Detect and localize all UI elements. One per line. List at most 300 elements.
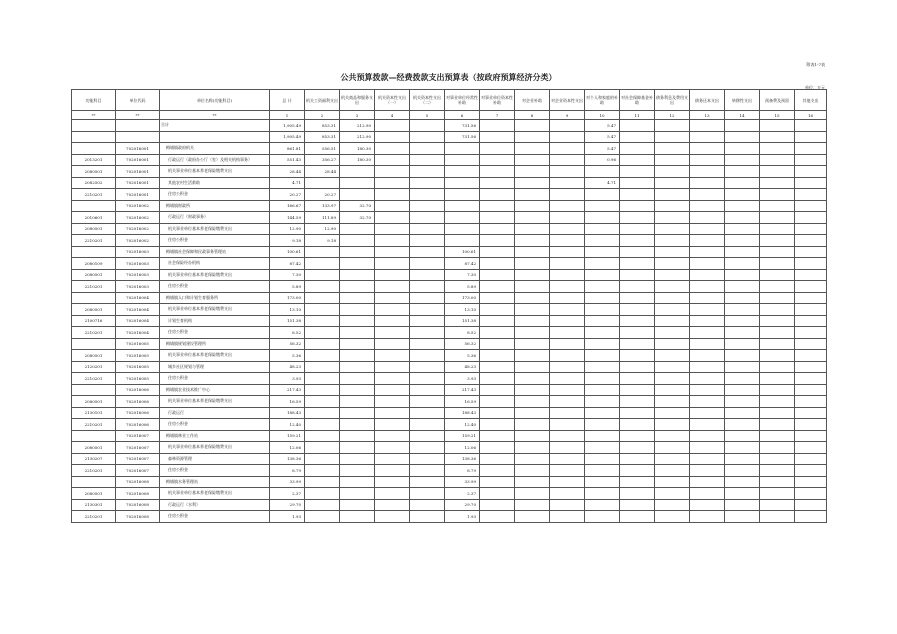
amount-cell <box>445 166 480 178</box>
amount-cell: 12.90 <box>270 223 305 235</box>
amount-cell <box>585 453 620 465</box>
amount-cell <box>725 373 760 385</box>
amount-cell <box>760 212 795 224</box>
amount-cell <box>760 419 795 431</box>
amount-cell: 180.30 <box>340 154 375 166</box>
amount-cell <box>585 442 620 454</box>
amount-cell: 217.43 <box>270 384 305 396</box>
amount-cell <box>655 407 690 419</box>
unit-name-cell: 行政运行（财政事务） <box>160 212 270 224</box>
amount-cell <box>480 258 515 270</box>
function-code-cell: 2210201 <box>72 189 116 201</box>
amount-cell: 1.93 <box>445 511 480 523</box>
amount-cell <box>340 315 375 327</box>
function-code-cell: 2210201 <box>72 465 116 477</box>
amount-cell: 861.81 <box>270 143 305 155</box>
amount-cell <box>375 327 410 339</box>
amount-cell <box>725 269 760 281</box>
amount-cell <box>515 143 550 155</box>
unit-name-cell: 梅埔镇政府机关 <box>160 143 270 155</box>
amount-cell <box>620 350 655 362</box>
amount-cell <box>760 177 795 189</box>
amount-cell <box>375 373 410 385</box>
amount-cell <box>410 465 445 477</box>
amount-cell <box>760 407 795 419</box>
function-code-cell: 2210201 <box>72 373 116 385</box>
amount-cell: 173.00 <box>270 292 305 304</box>
unit-code-cell: 702016008 <box>116 488 160 500</box>
amount-cell <box>725 361 760 373</box>
amount-cell <box>620 407 655 419</box>
amount-cell <box>690 419 725 431</box>
amount-cell <box>655 143 690 155</box>
column-header: 对企业资本性支出 <box>550 90 585 111</box>
column-header: 债务还本支出 <box>690 90 725 111</box>
table-row <box>72 154 827 166</box>
amount-cell: 5.89 <box>445 281 480 293</box>
unit-name-cell: 机关事业单位基本养老保险缴费支出 <box>160 350 270 362</box>
amount-cell <box>340 499 375 511</box>
amount-cell <box>620 154 655 166</box>
amount-cell <box>585 338 620 350</box>
amount-cell <box>760 338 795 350</box>
amount-cell <box>305 361 340 373</box>
amount-cell <box>620 235 655 247</box>
table-row <box>72 235 827 247</box>
amount-cell <box>375 476 410 488</box>
amount-cell <box>550 350 585 362</box>
function-code-cell: 2210201 <box>72 281 116 293</box>
amount-cell <box>690 143 725 155</box>
amount-cell <box>515 212 550 224</box>
amount-cell <box>550 189 585 201</box>
amount-cell <box>655 396 690 408</box>
amount-cell <box>655 131 690 143</box>
amount-cell <box>620 361 655 373</box>
amount-cell <box>620 488 655 500</box>
amount-cell: 731.56 <box>445 131 480 143</box>
amount-cell <box>760 235 795 247</box>
amount-cell: 28.44 <box>305 166 340 178</box>
amount-cell <box>795 430 827 442</box>
amount-cell <box>760 350 795 362</box>
index-cell: 6 <box>445 111 480 120</box>
amount-cell <box>410 430 445 442</box>
amount-cell: 33.99 <box>445 476 480 488</box>
table-row <box>72 419 827 431</box>
amount-cell <box>340 292 375 304</box>
amount-cell <box>375 488 410 500</box>
amount-cell <box>795 407 827 419</box>
amount-cell <box>515 269 550 281</box>
amount-cell <box>690 212 725 224</box>
amount-cell <box>305 258 340 270</box>
unit-name-cell: 住房公积金 <box>160 373 270 385</box>
function-code-cell: 2210201 <box>72 235 116 247</box>
amount-cell <box>410 361 445 373</box>
table-row <box>72 166 827 178</box>
amount-cell <box>620 258 655 270</box>
amount-cell <box>445 212 480 224</box>
amount-cell <box>305 511 340 523</box>
amount-cell <box>690 246 725 258</box>
amount-cell <box>585 350 620 362</box>
function-code-cell: 2080501 <box>72 396 116 408</box>
amount-cell <box>760 246 795 258</box>
amount-cell <box>550 430 585 442</box>
amount-cell <box>305 488 340 500</box>
amount-cell <box>340 419 375 431</box>
unit-code-cell: 702016005 <box>116 338 160 350</box>
amount-cell <box>550 453 585 465</box>
unit-name-cell: 机关事业单位基本养老保险缴费支出 <box>160 488 270 500</box>
amount-cell <box>620 465 655 477</box>
amount-cell <box>375 453 410 465</box>
amount-cell <box>375 223 410 235</box>
function-code-cell: 2210201 <box>72 327 116 339</box>
amount-cell <box>305 269 340 281</box>
amount-cell: 100.61 <box>270 246 305 258</box>
unit-name-cell: 行政运行 <box>160 407 270 419</box>
amount-cell <box>620 200 655 212</box>
table-row <box>72 200 827 212</box>
amount-cell <box>690 292 725 304</box>
amount-cell <box>550 361 585 373</box>
amount-cell: 48.23 <box>270 361 305 373</box>
amount-cell <box>480 315 515 327</box>
function-code-cell: 2120201 <box>72 361 116 373</box>
amount-cell <box>550 511 585 523</box>
table-row <box>72 499 827 511</box>
column-header: 机关资本性支出（二） <box>410 90 445 111</box>
amount-cell: 7.30 <box>270 269 305 281</box>
unit-code-cell: 702016006 <box>116 419 160 431</box>
amount-cell: 5.36 <box>270 350 305 362</box>
amount-cell <box>340 223 375 235</box>
amount-cell <box>550 166 585 178</box>
amount-cell <box>410 246 445 258</box>
unit-code-cell: 702016002 <box>116 223 160 235</box>
amount-cell <box>760 453 795 465</box>
amount-cell <box>585 304 620 316</box>
amount-cell <box>480 189 515 201</box>
amount-cell <box>795 166 827 178</box>
amount-cell <box>795 292 827 304</box>
amount-cell <box>585 373 620 385</box>
amount-cell <box>515 246 550 258</box>
amount-cell <box>760 465 795 477</box>
amount-cell <box>585 281 620 293</box>
amount-cell <box>725 430 760 442</box>
amount-cell <box>620 338 655 350</box>
amount-cell <box>725 120 760 132</box>
amount-cell: 166.67 <box>270 200 305 212</box>
table-header-row <box>72 90 827 111</box>
amount-cell <box>515 373 550 385</box>
amount-cell <box>795 212 827 224</box>
amount-cell <box>795 488 827 500</box>
unit-code-cell: 702016005 <box>116 350 160 362</box>
amount-cell <box>410 281 445 293</box>
amount-cell <box>410 189 445 201</box>
amount-cell <box>445 200 480 212</box>
index-cell: ** <box>72 111 116 120</box>
amount-cell <box>725 453 760 465</box>
unit-name-cell: 梅埔镇社会保障和民政事务管理站 <box>160 246 270 258</box>
amount-cell <box>760 442 795 454</box>
amount-cell <box>445 177 480 189</box>
amount-cell <box>375 120 410 132</box>
amount-cell <box>690 442 725 454</box>
amount-cell <box>480 177 515 189</box>
function-code-cell <box>72 476 116 488</box>
amount-cell: 133.97 <box>305 200 340 212</box>
amount-cell <box>340 166 375 178</box>
amount-cell <box>515 189 550 201</box>
index-cell: 15 <box>760 111 795 120</box>
amount-cell <box>410 258 445 270</box>
amount-cell <box>410 177 445 189</box>
amount-cell <box>655 223 690 235</box>
amount-cell <box>620 511 655 523</box>
unit-code-cell: 702016002 <box>116 200 160 212</box>
amount-cell: 2.37 <box>270 488 305 500</box>
amount-cell: 7.30 <box>445 269 480 281</box>
unit-name-cell: 住房公积金 <box>160 281 270 293</box>
amount-cell: 29.70 <box>445 499 480 511</box>
table-row <box>72 143 827 155</box>
amount-cell: 151.38 <box>445 315 480 327</box>
amount-cell <box>795 120 827 132</box>
amount-cell <box>795 235 827 247</box>
amount-cell <box>480 269 515 281</box>
amount-cell <box>760 200 795 212</box>
index-cell: 14 <box>725 111 760 120</box>
amount-cell: 5.47 <box>585 120 620 132</box>
amount-cell <box>760 488 795 500</box>
amount-cell <box>690 361 725 373</box>
amount-cell <box>340 511 375 523</box>
amount-cell <box>620 327 655 339</box>
amount-cell: 16.59 <box>270 396 305 408</box>
amount-cell <box>410 373 445 385</box>
amount-cell <box>690 384 725 396</box>
unit-code-cell: 702016002 <box>116 235 160 247</box>
amount-cell <box>375 384 410 396</box>
amount-cell <box>515 281 550 293</box>
amount-cell <box>655 419 690 431</box>
amount-cell <box>515 442 550 454</box>
amount-cell <box>690 476 725 488</box>
amount-cell <box>410 511 445 523</box>
amount-cell <box>340 453 375 465</box>
amount-cell <box>690 120 725 132</box>
amount-cell <box>760 143 795 155</box>
amount-cell <box>480 281 515 293</box>
amount-cell <box>585 407 620 419</box>
unit-name-cell: 梅埔镇规划建设管理所 <box>160 338 270 350</box>
amount-cell <box>760 315 795 327</box>
amount-cell <box>550 476 585 488</box>
amount-cell: 151.38 <box>270 315 305 327</box>
amount-cell <box>620 189 655 201</box>
amount-cell: 159.21 <box>445 430 480 442</box>
amount-cell <box>620 292 655 304</box>
amount-cell <box>795 476 827 488</box>
unit-name-cell: 梅埔镇财政所 <box>160 200 270 212</box>
amount-cell: 8.52 <box>445 327 480 339</box>
amount-cell <box>515 430 550 442</box>
unit-code-cell: 702016004 <box>116 315 160 327</box>
amount-cell <box>550 442 585 454</box>
amount-cell <box>480 430 515 442</box>
amount-cell <box>305 327 340 339</box>
amount-cell: 8.79 <box>445 465 480 477</box>
amount-cell <box>480 327 515 339</box>
amount-cell <box>445 223 480 235</box>
amount-cell <box>340 189 375 201</box>
amount-cell <box>305 430 340 442</box>
unit-code-cell: 702016003 <box>116 258 160 270</box>
unit-code-cell: 702016004 <box>116 304 160 316</box>
amount-cell <box>725 281 760 293</box>
amount-cell <box>655 189 690 201</box>
amount-cell <box>725 292 760 304</box>
amount-cell: 356.27 <box>305 154 340 166</box>
amount-cell <box>410 292 445 304</box>
unit-code-cell <box>116 131 160 143</box>
amount-cell <box>795 131 827 143</box>
amount-cell <box>550 384 585 396</box>
amount-cell <box>340 338 375 350</box>
amount-cell <box>620 315 655 327</box>
table-row <box>72 373 827 385</box>
amount-cell <box>655 499 690 511</box>
amount-cell: 33.99 <box>270 476 305 488</box>
amount-cell <box>655 453 690 465</box>
amount-cell: 87.42 <box>445 258 480 270</box>
amount-cell <box>725 350 760 362</box>
amount-cell <box>725 304 760 316</box>
amount-cell <box>375 246 410 258</box>
amount-cell <box>550 120 585 132</box>
amount-cell <box>445 189 480 201</box>
amount-cell <box>655 177 690 189</box>
amount-cell: 551.43 <box>270 154 305 166</box>
amount-cell <box>550 269 585 281</box>
amount-cell <box>340 269 375 281</box>
amount-cell <box>690 430 725 442</box>
amount-cell <box>795 315 827 327</box>
amount-cell: 12.06 <box>270 442 305 454</box>
amount-cell: 138.36 <box>270 453 305 465</box>
amount-cell <box>620 430 655 442</box>
amount-cell <box>515 361 550 373</box>
amount-cell <box>795 143 827 155</box>
amount-cell <box>410 338 445 350</box>
amount-cell <box>550 465 585 477</box>
amount-cell <box>760 166 795 178</box>
amount-cell <box>375 338 410 350</box>
amount-cell <box>795 361 827 373</box>
amount-cell <box>725 396 760 408</box>
amount-cell: 4.71 <box>585 177 620 189</box>
amount-cell <box>305 419 340 431</box>
amount-cell <box>375 143 410 155</box>
amount-cell <box>515 488 550 500</box>
function-code-cell: 2080109 <box>72 258 116 270</box>
amount-cell <box>760 373 795 385</box>
amount-cell <box>480 488 515 500</box>
unit-code-cell: 702016001 <box>116 166 160 178</box>
amount-cell <box>305 476 340 488</box>
column-header: 对事业单位资本性补助 <box>480 90 515 111</box>
amount-cell <box>690 258 725 270</box>
amount-cell: 12.06 <box>445 442 480 454</box>
amount-cell <box>305 177 340 189</box>
unit-name-cell: 住房公积金 <box>160 419 270 431</box>
unit-name-cell: 机关事业单位基本养老保险缴费支出 <box>160 304 270 316</box>
amount-cell <box>585 315 620 327</box>
amount-cell <box>620 281 655 293</box>
unit-code-cell: 702016006 <box>116 407 160 419</box>
unit-name-cell: 机关事业单位基本养老保险缴费支出 <box>160 223 270 235</box>
amount-cell <box>515 327 550 339</box>
table-row <box>72 511 827 523</box>
amount-cell <box>515 384 550 396</box>
amount-cell <box>620 212 655 224</box>
amount-cell <box>725 442 760 454</box>
function-code-cell: 2080501 <box>72 350 116 362</box>
amount-cell <box>305 442 340 454</box>
amount-cell <box>550 235 585 247</box>
amount-cell <box>690 131 725 143</box>
function-code-cell: 2082502 <box>72 177 116 189</box>
amount-cell <box>550 131 585 143</box>
amount-cell <box>515 235 550 247</box>
unit-code-cell: 702016007 <box>116 442 160 454</box>
amount-cell <box>620 304 655 316</box>
unit-code-cell: 702016003 <box>116 281 160 293</box>
amount-cell <box>515 292 550 304</box>
amount-cell <box>410 315 445 327</box>
amount-cell <box>410 143 445 155</box>
unit-name-cell <box>160 131 270 143</box>
amount-cell: 48.23 <box>445 361 480 373</box>
amount-cell <box>655 246 690 258</box>
amount-cell <box>550 499 585 511</box>
table-row <box>72 189 827 201</box>
unit-name-cell: 梅埔镇林业工作站 <box>160 430 270 442</box>
amount-cell: 29.70 <box>270 499 305 511</box>
amount-cell <box>585 499 620 511</box>
amount-cell <box>690 304 725 316</box>
amount-cell <box>795 304 827 316</box>
function-code-cell: 2210201 <box>72 419 116 431</box>
amount-cell <box>760 384 795 396</box>
form-number: 附表1-7表 <box>806 62 825 67</box>
index-cell: ** <box>160 111 270 120</box>
column-header: 总 计 <box>270 90 305 111</box>
amount-cell <box>375 131 410 143</box>
amount-cell <box>515 200 550 212</box>
index-cell: 8 <box>515 111 550 120</box>
unit-code-cell: 702016007 <box>116 430 160 442</box>
function-code-cell: 2130207 <box>72 453 116 465</box>
amount-cell: 12.40 <box>445 419 480 431</box>
amount-cell <box>550 396 585 408</box>
amount-cell <box>620 442 655 454</box>
